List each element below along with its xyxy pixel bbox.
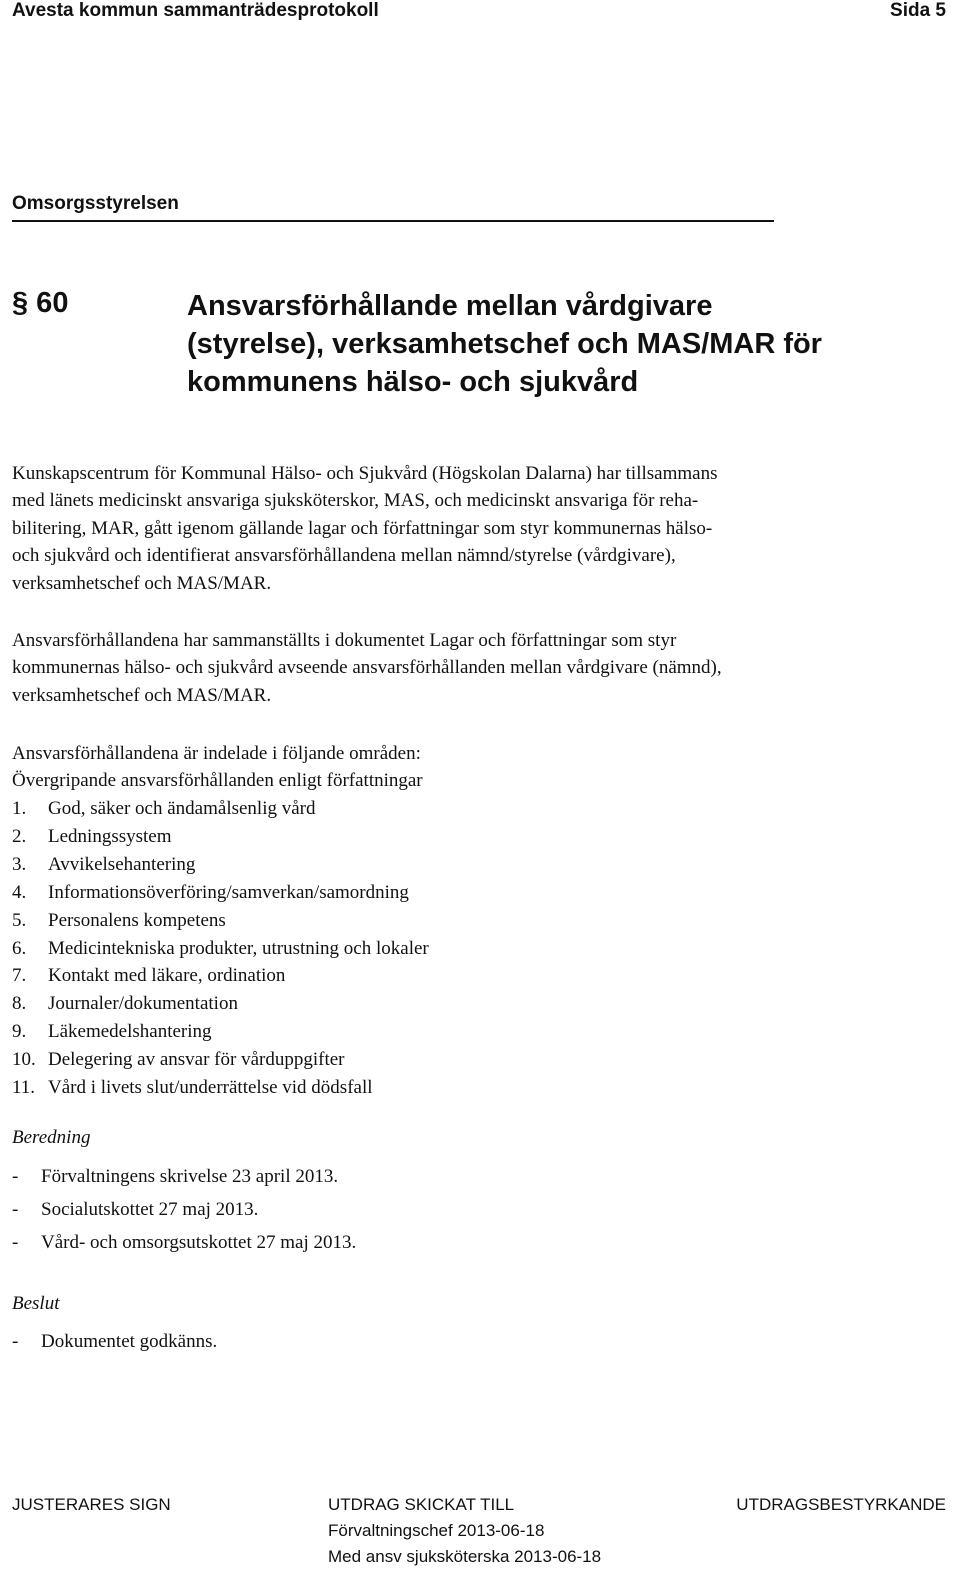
text-line: Övergripande ansvarsförhållanden enligt författningar <box>12 770 423 792</box>
area-text: Vård i livets slut/underrättelse vid dödsfall <box>48 1077 373 1099</box>
beredning-item <box>12 1226 356 1259</box>
beredning-heading: Beredning <box>12 1127 91 1148</box>
section-title-line: kommunens hälso- och sjukvård <box>187 366 639 398</box>
text-line: verksamhetschef och MAS/MAR. <box>12 684 272 706</box>
area-list-item <box>12 823 429 851</box>
area-list-item <box>12 1018 429 1046</box>
area-text: Avvikelsehantering <box>48 853 196 875</box>
beredning-item-text: Förvaltningens skrivelse 23 april 2013. <box>41 1166 339 1187</box>
beredning-item <box>12 1160 356 1193</box>
text-line: bilitering, MAR, gått igenom gällande lagar och författningar som styr kommunernas hälso- <box>12 517 713 539</box>
beredning-item <box>12 1193 356 1226</box>
footer-line: UTDRAG SKICKAT TILL <box>328 1495 515 1514</box>
area-text: Ledningssystem <box>48 825 172 847</box>
beredning-list <box>12 1160 356 1259</box>
footer-justerares-sign: JUSTERARES SIGN <box>12 1495 171 1514</box>
text-line: och sjukvård och identifierat ansvarsförhållandena mellan nämnd/styrelse (vårdgivare), <box>12 545 676 567</box>
text-line: med länets medicinskt ansvariga sjuksköterskor, MAS, och medicinskt ansvariga för reha- <box>12 490 699 512</box>
beslut-item <box>12 1325 217 1358</box>
dash-bullet: - <box>12 1331 19 1352</box>
area-text: Delegering av ansvar för vårduppgifter <box>48 1049 345 1071</box>
area-text: Informationsöverföring/samverkan/samordning <box>48 881 409 903</box>
area-number: 1. <box>12 798 27 819</box>
area-number: 3. <box>12 853 27 875</box>
dash-bullet: - <box>12 1166 19 1187</box>
area-number: 6. <box>12 937 27 959</box>
areas-list <box>12 795 429 1102</box>
area-text: Journaler/dokumentation <box>48 993 238 1015</box>
text-line: Kunskapscentrum för Kommunal Hälso- och Sjukvård (Högskolan Dalarna) har tillsammans <box>12 463 718 484</box>
area-number: 10. <box>12 1049 36 1071</box>
beslut-item-text: Dokumentet godkänns. <box>41 1331 218 1352</box>
area-text: Personalens kompetens <box>48 909 226 931</box>
area-text: Medicintekniska produkter, utrustning och lokaler <box>48 937 429 959</box>
text-line: Ansvarsförhållandena är indelade i följande områden: <box>12 743 421 764</box>
area-list-item <box>12 795 429 823</box>
footer-line: Förvaltningschef 2013-06-18 <box>328 1521 545 1540</box>
document-header-title: Avesta kommun sammanträdesprotokoll <box>12 0 379 21</box>
board-underline <box>12 220 774 222</box>
paragraph-document <box>12 627 937 709</box>
section-number: § 60 <box>12 287 69 319</box>
beslut-list <box>12 1325 217 1358</box>
section-title-line: Ansvarsförhållande mellan vårdgivare <box>187 290 713 322</box>
area-number: 4. <box>12 881 27 903</box>
paragraph-intro <box>12 460 937 597</box>
beredning-item-text: Vård- och omsorgsutskottet 27 maj 2013. <box>41 1232 357 1253</box>
area-list-item <box>12 879 429 907</box>
area-number: 5. <box>12 909 27 931</box>
area-list-item <box>12 962 429 990</box>
area-list-item <box>12 935 429 963</box>
dash-bullet: - <box>12 1232 19 1253</box>
section-title-line: (styrelse), verksamhetschef och MAS/MAR för <box>187 328 822 360</box>
area-list-item <box>12 1074 429 1102</box>
beslut-heading: Beslut <box>12 1293 60 1314</box>
area-list-item <box>12 907 429 935</box>
text-line: verksamhetschef och MAS/MAR. <box>12 572 272 594</box>
area-list-item <box>12 1046 429 1074</box>
area-list-item <box>12 851 429 879</box>
area-text: Kontakt med läkare, ordination <box>48 965 286 987</box>
dash-bullet: - <box>12 1199 19 1220</box>
area-text: Läkemedelshantering <box>48 1021 212 1043</box>
footer-utdragsbestyrkande: UTDRAGSBESTYRKANDE <box>736 1495 946 1514</box>
footer-utdrag-skickat <box>328 1492 601 1570</box>
page-number: Sida 5 <box>890 0 946 21</box>
paragraph-areas-intro <box>12 740 937 795</box>
footer-line: Med ansv sjuksköterska 2013-06-18 <box>328 1547 602 1566</box>
area-number: 2. <box>12 825 27 847</box>
area-number: 11. <box>12 1077 36 1099</box>
area-number: 7. <box>12 965 27 987</box>
area-text: God, säker och ändamålsenlig vård <box>48 798 316 819</box>
area-number: 8. <box>12 993 27 1015</box>
text-line: kommunernas hälso- och sjukvård avseende ansvarsförhållanden mellan vårdgivare (nämnd), <box>12 657 722 679</box>
text-line: Ansvarsförhållandena har sammanställts i dokumentet Lagar och författningar som styr <box>12 630 677 651</box>
area-list-item <box>12 990 429 1018</box>
board-name: Omsorgsstyrelsen <box>12 193 179 214</box>
beredning-item-text: Socialutskottet 27 maj 2013. <box>41 1199 259 1220</box>
section-title <box>187 287 937 401</box>
area-number: 9. <box>12 1021 27 1043</box>
